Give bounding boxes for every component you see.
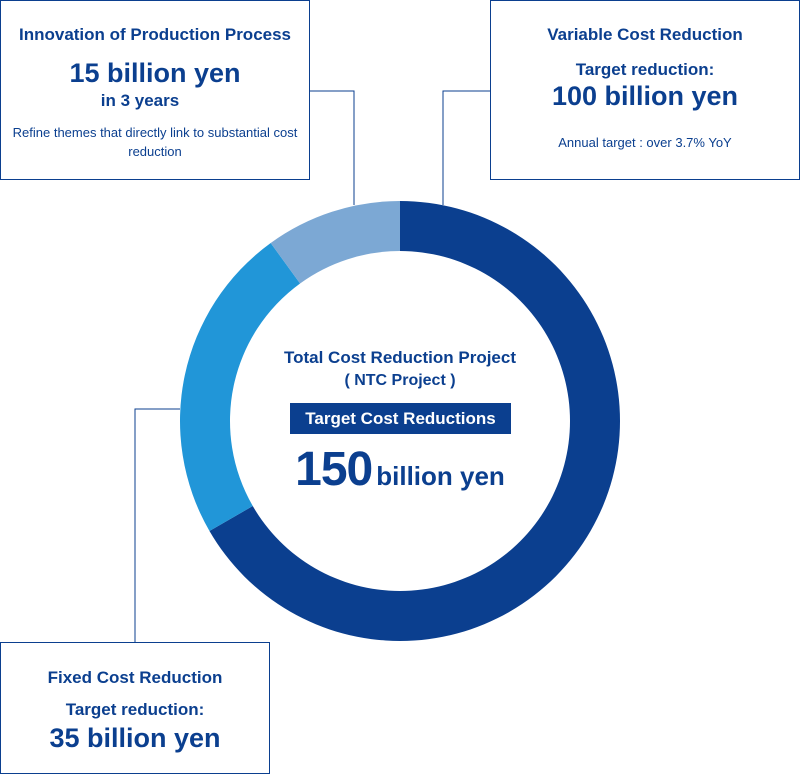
connector-fixed (135, 409, 180, 642)
center-tag: Target Cost Reductions (290, 403, 511, 434)
fixed-box (0, 642, 270, 774)
innovation-title: Innovation of Production Process (18, 25, 292, 44)
innovation-period: in 3 years (100, 91, 180, 110)
variable-title: Variable Cost Reduction (547, 25, 743, 44)
center-amount-unit: billion yen (376, 461, 505, 491)
innovation-description: Refine themes that directly link to substantial cost reduction (12, 125, 298, 159)
connector-variable (443, 91, 490, 205)
center-title: Total Cost Reduction Project (283, 348, 517, 367)
connector-innovation (310, 91, 354, 205)
variable-target-label: Target reduction: (575, 60, 715, 79)
center-amount (200, 442, 600, 497)
variable-box (490, 0, 800, 180)
fixed-title: Fixed Cost Reduction (47, 668, 223, 687)
fixed-amount: 35 billion yen (49, 723, 221, 753)
variable-amount: 100 billion yen (551, 81, 739, 111)
fixed-target-label: Target reduction: (65, 700, 205, 719)
center-amount-number: 150 (295, 443, 373, 496)
innovation-box (0, 0, 310, 180)
innovation-amount: 15 billion yen (69, 58, 241, 88)
variable-annual-target: Annual target : over 3.7% YoY (558, 135, 732, 150)
center-subtitle: ( NTC Project ) (344, 372, 456, 389)
